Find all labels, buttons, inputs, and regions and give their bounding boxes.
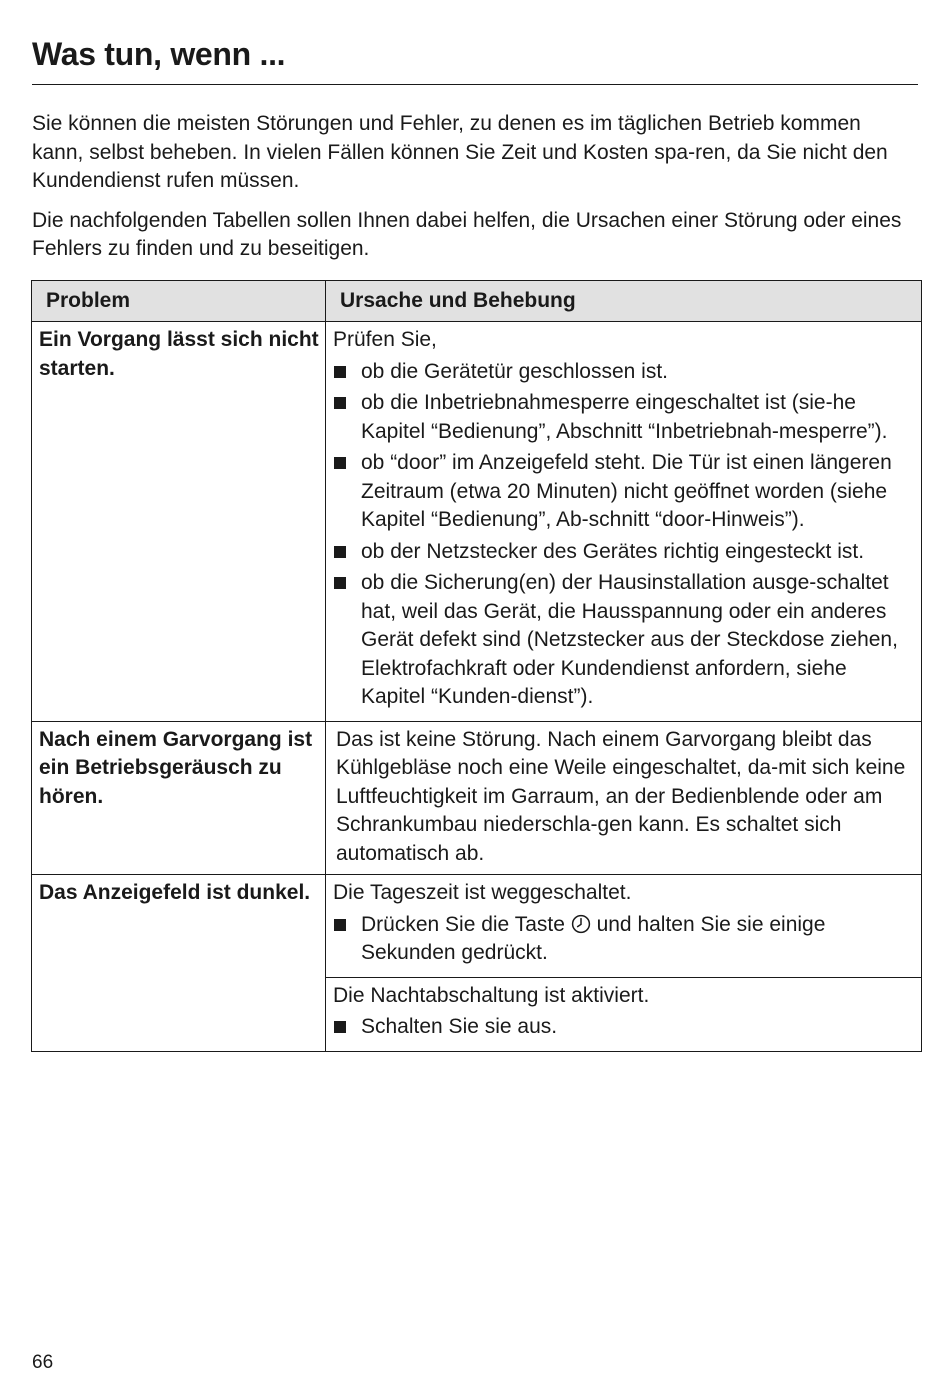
title-divider	[32, 84, 918, 85]
clock-icon	[571, 914, 591, 934]
square-bullet-icon	[334, 546, 346, 558]
cause-cell	[326, 977, 922, 1051]
problem-cell: Das Anzeigefeld ist dunkel.	[32, 875, 326, 1052]
cause-list	[333, 358, 911, 712]
header-problem: Problem	[32, 281, 326, 322]
cause-lead: Die Nachtabschaltung ist aktiviert.	[333, 983, 650, 1007]
intro-text	[32, 110, 918, 275]
intro-paragraph: Die nachfolgenden Tabellen sollen Ihnen dabei helfen, die Ursachen einer Störung oder eines Fehlers zu finden und zu beseitigen.	[32, 208, 902, 260]
square-bullet-icon	[334, 1021, 346, 1033]
troubleshooting-table	[31, 280, 922, 1052]
cause-cell	[326, 322, 922, 722]
list-item: Schalten Sie sie aus.	[333, 1013, 911, 1042]
square-bullet-icon	[334, 577, 346, 589]
intro-paragraph: Sie können die meisten Störungen und Fehler, zu denen es im täglichen Betrieb kommen kann, selbst beheben. In vielen Fällen können Sie Zeit und Kosten spa-ren, da Sie nicht den Kundendienst rufen müssen.	[32, 112, 888, 192]
table-header-row	[32, 281, 922, 322]
cause-lead: Die Tageszeit ist weggeschaltet.	[333, 881, 632, 904]
list-item: Drücken Sie die Taste und halten Sie sie einige Sekunden gedrückt.	[333, 911, 911, 968]
cause-lead: Prüfen Sie,	[333, 328, 437, 351]
list-item: ob der Netzstecker des Gerätes richtig eingesteckt ist.	[333, 538, 911, 567]
table-row	[32, 721, 922, 875]
header-cause: Ursache und Behebung	[326, 281, 922, 322]
list-item: ob die Gerätetür geschlossen ist.	[333, 358, 911, 387]
table-row	[32, 875, 922, 978]
square-bullet-icon	[334, 397, 346, 409]
cause-text: Das ist keine Störung. Nach einem Garvorgang bleibt das Kühlgebläse noch eine Weile eingeschaltet, da-mit sich keine Luftfeuchtigkeit im Garraum, an der Bedienblende oder am Schrankumbau niederschla-gen kann. Es schaltet sich automatisch ab.	[336, 727, 906, 865]
cause-list	[333, 911, 911, 968]
table-row	[32, 322, 922, 722]
cause-cell	[326, 721, 922, 875]
list-item: ob die Inbetriebnahmesperre eingeschaltet ist (sie-he Kapitel “Bedienung”, Abschnitt “Inbetriebnah-mesperre”).	[333, 389, 911, 446]
cause-list	[333, 1013, 911, 1042]
page-number: 66	[32, 1352, 54, 1373]
problem-cell: Nach einem Garvorgang ist ein Betriebsgeräusch zu hören.	[32, 721, 326, 875]
list-item: ob “door” im Anzeigefeld steht. Die Tür ist einen längeren Zeitraum (etwa 20 Minuten) nicht geöffnet worden (siehe Kapitel “Bedienung”, Ab-schnitt “door-Hinweis”).	[333, 449, 911, 535]
square-bullet-icon	[334, 919, 346, 931]
square-bullet-icon	[334, 457, 346, 469]
page-title: Was tun, wenn ...	[32, 36, 286, 72]
square-bullet-icon	[334, 366, 346, 378]
cause-cell	[326, 875, 922, 978]
list-item: ob die Sicherung(en) der Hausinstallation ausge-schaltet hat, weil das Gerät, die Hausspannung oder ein anderes Gerät defekt sind (Netzstecker aus der Steckdose ziehen, Elektrofachkraft oder Kundendienst anfordern, siehe Kapitel “Kunden-dienst”).	[333, 569, 911, 712]
problem-cell: Ein Vorgang lässt sich nicht starten.	[32, 322, 326, 722]
